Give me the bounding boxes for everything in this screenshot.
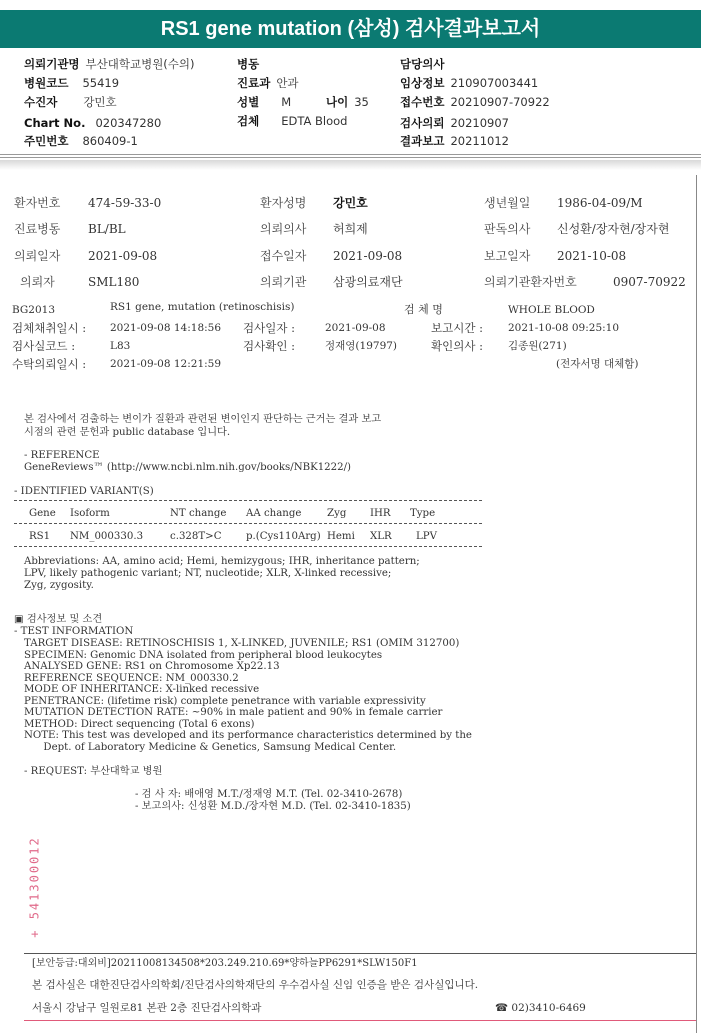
result-report-label: 결과보고: [400, 134, 445, 148]
intro-line-1: 본 검사에서 검출하는 변이가 질환과 관련된 변이인지 판단하는 근거는 결과 보고: [24, 414, 382, 425]
header-divider-bottom: [0, 157, 701, 158]
request-org-label: 의뢰기관명: [24, 57, 80, 71]
sex-row: [237, 93, 291, 111]
variant-header-cell: NT change: [170, 508, 227, 519]
reading-doctor-value: 신성환/장자현/장자현: [557, 222, 670, 236]
ward-label-2: 진료병동: [14, 222, 61, 236]
e-sign-note: (전자서명 대체함): [556, 358, 639, 370]
info-line: MODE OF INHERITANCE: X-linked recessive: [24, 684, 260, 695]
variant-table-bottom-rule: [14, 546, 482, 547]
certification-line: 본 검사실은 대한진단검사의학회/진단검사의학재단의 우수검사실 신임 인증을 받은 검사실입니다.: [32, 979, 479, 991]
clinical-info-row: [400, 74, 538, 92]
result-report-value: 20211012: [450, 134, 509, 148]
birth-label: 생년월일: [484, 196, 531, 210]
age-value: 35: [354, 95, 369, 109]
header-divider-top: [0, 154, 701, 155]
birth-value: 1986-04-09/M: [557, 196, 643, 210]
resident-no-value: 860409-1: [82, 134, 138, 148]
reference-text: GeneReviews™ (http://www.ncbi.nlm.nih.gov/books/NBK1222/): [24, 462, 352, 473]
address-line: 서울시 강남구 일원로81 본관 2층 진단검사의학과: [32, 1002, 262, 1014]
hospital-code-label: 병원코드: [24, 76, 69, 90]
chart-no-label: Chart No.: [24, 116, 86, 130]
req-org-patient-no-label: 의뢰기관환자번호: [484, 275, 577, 289]
variant-header-cell: Zyg: [327, 508, 347, 519]
test-date-label: 검사일자 :: [243, 321, 295, 335]
variant-header-cell: Isoform: [70, 508, 110, 519]
tester-line: - 검 사 자: 배애영 M.T./정재영 M.T. (Tel. 02-3410-2678): [135, 789, 403, 800]
resident-no-row: [24, 132, 138, 150]
specimen-label: 검체: [237, 114, 260, 128]
hospital-code-value: 55419: [82, 76, 120, 90]
request-org-value: 부산대학교병원(수의): [85, 57, 195, 71]
req-date-value: 2021-09-08: [88, 249, 158, 263]
test-request-label: 검사의뢰: [400, 116, 445, 130]
confirm-doctor-value: 김종원(271): [508, 340, 567, 352]
chart-no-value: 020347280: [95, 116, 162, 130]
req-org-value: 삼광의료재단: [333, 275, 403, 289]
receiver-label: 수진자: [24, 95, 58, 109]
variant-cell: p.(Cys110Arg): [246, 531, 321, 542]
lab-code-value: L83: [110, 340, 131, 352]
phone-line: ☎ 02)3410-6469: [495, 1002, 586, 1014]
receipt-no-row: [400, 93, 550, 111]
test-request-row: [400, 114, 509, 132]
test-name: RS1 gene, mutation (retinoschisis): [110, 301, 295, 313]
side-document-id: + 541300012: [27, 836, 42, 938]
info-line: MUTATION DETECTION RATE: ~90% in male patient and 90% in female carrier: [24, 707, 443, 718]
receipt-no-label: 접수번호: [400, 95, 445, 109]
info-line: NOTE: This test was developed and its performance characteristics determined by the: [24, 730, 472, 741]
receiver-row: [24, 93, 117, 111]
specimen-row: [237, 112, 347, 130]
specimen-value: EDTA Blood: [281, 114, 348, 128]
patient-name-value: 강민호: [333, 196, 368, 210]
chart-no-row: [24, 114, 161, 132]
department-row: [237, 74, 299, 92]
req-doctor-label: 의뢰의사: [260, 222, 307, 236]
variant-cell: c.328T>C: [170, 531, 222, 542]
lab-code-label: 검사실코드 :: [12, 339, 76, 353]
test-confirm-label: 검사확인 :: [243, 339, 295, 353]
clinical-info-value: 210907003441: [450, 76, 539, 90]
age-row: [326, 93, 369, 111]
info-line: Dept. of Laboratory Medicine & Genetics, Samsung Medical Center.: [24, 741, 397, 753]
page-separator: [0, 160, 701, 170]
request-line: - REQUEST: 부산대학교 병원: [24, 766, 163, 777]
clinical-info-label: 임상정보: [400, 76, 445, 90]
security-line: [보안등급:대외비]20211008134508*203.249.210.69*양하늘PP6291*SLW150F1: [32, 958, 418, 969]
specimen-name-value: WHOLE BLOOD: [508, 304, 595, 316]
footer-top-rule: [24, 953, 696, 954]
test-info-section-heading: ▣ 검사정보 및 소견: [14, 614, 103, 625]
sex-value: M: [281, 95, 292, 109]
confirm-doctor-label: 확인의사 :: [431, 339, 483, 353]
intro-line-2: 시점의 관련 문헌과 public database 입니다.: [24, 427, 231, 438]
age-label: 나이: [326, 95, 349, 109]
req-org-patient-no-value: 0907-70922: [613, 275, 686, 289]
identified-variants-heading: - IDENTIFIED VARIANT(S): [14, 486, 154, 497]
receipt-date-value: 2021-09-08: [333, 249, 403, 263]
variant-header-cell: IHR: [370, 508, 391, 519]
report-title: RS1 gene mutation (삼성) 검사결과보고서: [0, 10, 701, 48]
collect-time-value: 2021-09-08 14:18:56: [110, 322, 222, 334]
variant-cell: NM_000330.3: [70, 531, 144, 542]
variant-header-cell: Gene: [29, 508, 56, 519]
req-date-label: 의뢰일자: [14, 249, 61, 263]
test-date-value: 2021-09-08: [325, 322, 386, 334]
variant-cell: RS1: [29, 531, 51, 542]
receipt-date-label: 접수일자: [260, 249, 307, 263]
variant-header-cell: Type: [410, 508, 436, 519]
reporter-line: - 보고의사: 신성환 M.D./장자현 M.D. (Tel. 02-3410-1835): [135, 801, 411, 812]
receipt-no-value: 20210907-70922: [450, 95, 550, 109]
resident-no-label: 주민번호: [24, 134, 69, 148]
requester-value: SML180: [88, 275, 140, 289]
ward-row: [237, 55, 265, 73]
sex-label: 성별: [237, 95, 260, 109]
entrusted-time-value: 2021-09-08 12:21:59: [110, 358, 222, 370]
department-value: 안과: [276, 76, 299, 90]
doctor-label: 담당의사: [400, 57, 445, 71]
variant-cell: XLR: [370, 531, 392, 542]
test-information-heading: - TEST INFORMATION: [14, 626, 134, 637]
req-doctor-value: 허희제: [333, 222, 368, 236]
test-code: BG2013: [12, 304, 56, 316]
report-date-label: 보고일자: [484, 249, 531, 263]
doctor-row: [400, 55, 450, 73]
department-label: 진료과: [237, 76, 271, 90]
page-right-border: [696, 175, 697, 1033]
variant-table-mid-rule: [14, 523, 482, 524]
footer-accent-rule: [24, 1020, 696, 1021]
variant-table-top-rule: [14, 500, 482, 501]
requester-label: 의뢰자: [20, 275, 55, 289]
info-line: METHOD: Direct sequencing (Total 6 exons): [24, 718, 255, 730]
reading-doctor-label: 판독의사: [484, 222, 531, 236]
result-report-row: [400, 132, 509, 150]
variant-cell: Hemi: [327, 531, 355, 542]
abbreviations-line-3: Zyg, zygosity.: [24, 580, 94, 591]
ward-value-2: BL/BL: [88, 222, 126, 236]
entrusted-time-label: 수탁의뢰일시 :: [12, 357, 87, 371]
info-line: PENETRANCE: (lifetime risk) complete penetrance with variable expressivity: [24, 695, 426, 707]
test-request-value: 20210907: [450, 116, 509, 130]
abbreviations-line-1: Abbreviations: AA, amino acid; Hemi, hemizygous; IHR, inheritance pattern;: [24, 556, 420, 567]
abbreviations-line-2: LPV, likely pathogenic variant; NT, nucleotide; XLR, X-linked recessive;: [24, 568, 392, 579]
info-line: TARGET DISEASE: RETINOSCHISIS 1, X-LINKED, JUVENILE; RS1 (OMIM 312700): [24, 638, 460, 649]
req-org-label: 의뢰기관: [260, 275, 307, 289]
receiver-value: 강민호: [83, 95, 117, 109]
report-date-value: 2021-10-08: [557, 249, 627, 263]
collect-time-label: 검체채취일시 :: [12, 321, 87, 335]
info-line: REFERENCE SEQUENCE: NM_000330.2: [24, 672, 239, 684]
test-confirm-value: 정재영(19797): [325, 340, 398, 352]
variant-header-cell: AA change: [246, 508, 302, 519]
info-line: ANALYSED GENE: RS1 on Chromosome Xp22.13: [24, 661, 280, 672]
request-org-row: [24, 55, 195, 73]
specimen-name-label: 검 체 명: [404, 303, 443, 316]
patient-no-value: 474-59-33-0: [88, 196, 162, 210]
patient-no-label: 환자번호: [14, 196, 61, 210]
variant-cell: LPV: [416, 531, 437, 542]
ward-label: 병동: [237, 57, 260, 71]
info-line: SPECIMEN: Genomic DNA isolated from peripheral blood leukocytes: [24, 649, 383, 661]
report-time-label: 보고시간 :: [431, 321, 483, 335]
report-time-value: 2021-10-08 09:25:10: [508, 322, 620, 334]
reference-heading: - REFERENCE: [24, 450, 100, 461]
patient-name-label: 환자성명: [260, 196, 307, 210]
hospital-code-row: [24, 74, 119, 92]
